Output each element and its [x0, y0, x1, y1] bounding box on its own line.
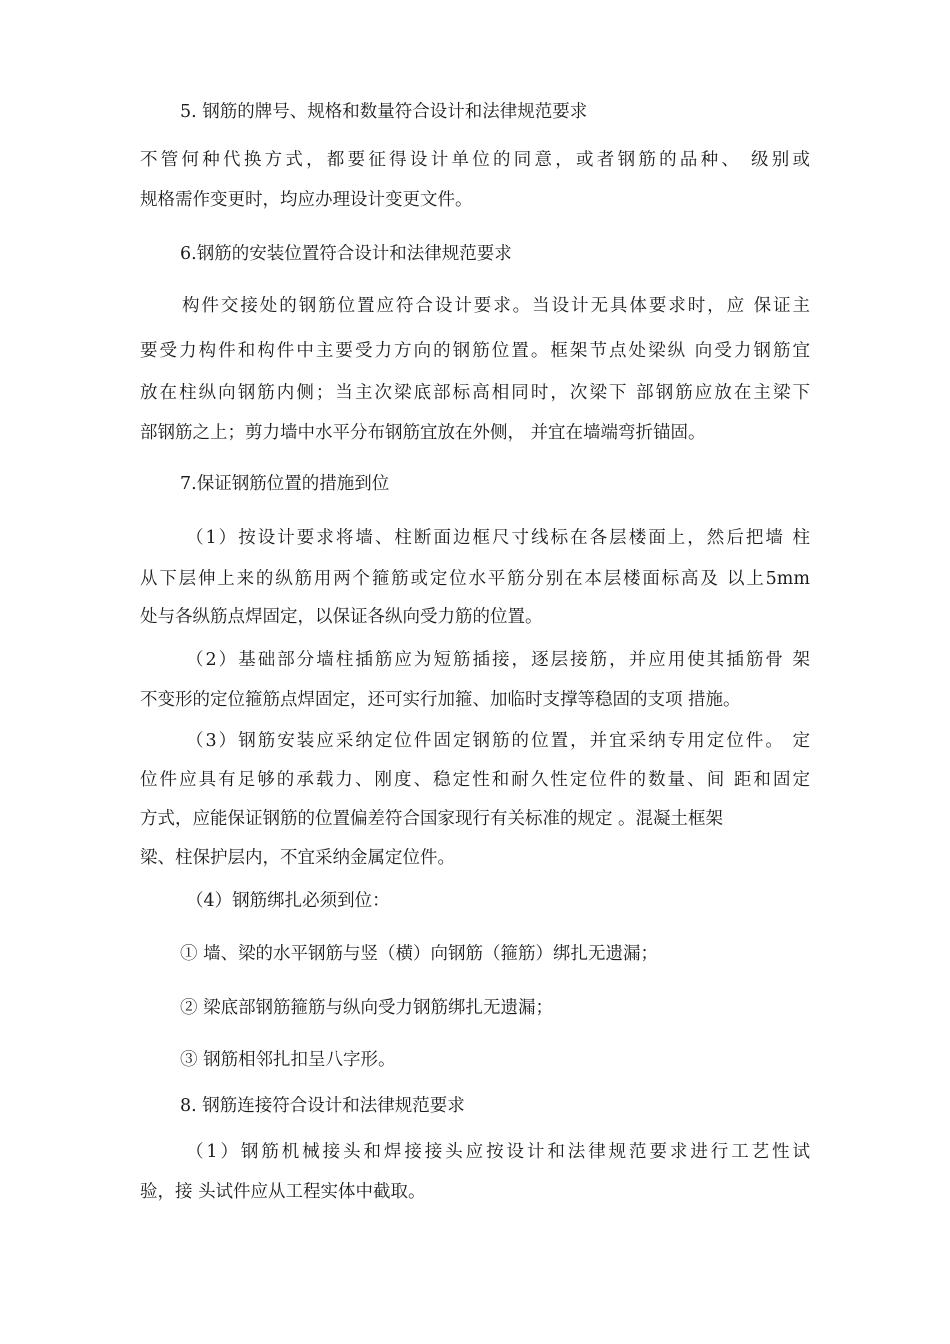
heading-section-8: 8. 钢筋连接符合设计和法律规范要求	[180, 1096, 465, 1116]
paragraph-line: （1）按设计要求将墙、柱断面边框尺寸线标在各层楼面上，然后把墙 柱	[186, 528, 810, 548]
paragraph-line: 构件交接处的钢筋位置应符合设计要求。当设计无具体要求时，应 保证主	[182, 296, 810, 316]
heading-section-6: 6.钢筋的安装位置符合设计和法律规范要求	[180, 244, 512, 264]
heading-section-5: 5. 钢筋的牌号、规格和数量符合设计和法律规范要求	[180, 102, 588, 122]
list-item: ③ 钢筋相邻扎扣呈八字形。	[180, 1050, 396, 1070]
paragraph-line: （3）钢筋安装应采纳定位件固定钢筋的位置，并宜采纳专用定位件。 定	[186, 731, 810, 751]
paragraph-line: （4）钢筋绑扎必须到位：	[186, 891, 390, 911]
paragraph-line: 规格需作变更时，均应办理设计变更文件。	[140, 190, 473, 210]
paragraph-line: 验，接 头试件应从工程实体中截取。	[140, 1182, 426, 1202]
paragraph-line: 位件应具有足够的承载力、刚度、稳定性和耐久性定位件的数量、间 距和固定	[140, 770, 810, 790]
paragraph-line: （1）钢筋机械接头和焊接接头应按设计和法律规范要求进行工艺性试	[186, 1142, 810, 1162]
paragraph-line: （2）基础部分墙柱插筋应为短筋插接，逐层接筋，并应用使其插筋骨 架	[186, 650, 810, 670]
paragraph-line: 部钢筋之上；剪力墙中水平分布钢筋宜放在外侧， 并宜在墙端弯折锚固。	[140, 423, 706, 443]
paragraph-line: 不变形的定位箍筋点焊固定，还可实行加箍、加临时支撑等稳固的支项 措施。	[140, 690, 741, 710]
heading-section-7: 7.保证钢筋位置的措施到位	[180, 474, 390, 494]
list-item: ② 梁底部钢筋箍筋与纵向受力钢筋绑扎无遗漏；	[180, 998, 554, 1018]
paragraph-line: 要受力构件和构件中主要受力方向的钢筋位置。框架节点处梁纵 向受力钢筋宜	[140, 341, 810, 361]
paragraph-line: 处与各纵筋点焊固定，以保证各纵向受力筋的位置。	[140, 607, 543, 627]
paragraph-line: 放在柱纵向钢筋内侧；当主次梁底部标高相同时，次梁下 部钢筋应放在主梁下	[140, 383, 810, 403]
list-item: ① 墙、梁的水平钢筋与竖（横）向钢筋（箍筋）绑扎无遗漏；	[180, 944, 659, 964]
paragraph-line: 梁、柱保护层内，不宜采纳金属定位件。	[140, 848, 455, 868]
paragraph-line: 方式，应能保证钢筋的位置偏差符合国家现行有关标准的规定 。混凝土框架	[140, 809, 724, 829]
paragraph-line: 从下层伸上来的纵筋用两个箍筋或定位水平筋分别在本层楼面标高及 以上5mm	[140, 569, 810, 589]
paragraph-line: 不管何种代换方式，都要征得设计单位的同意，或者钢筋的品种、 级别或	[140, 150, 810, 170]
